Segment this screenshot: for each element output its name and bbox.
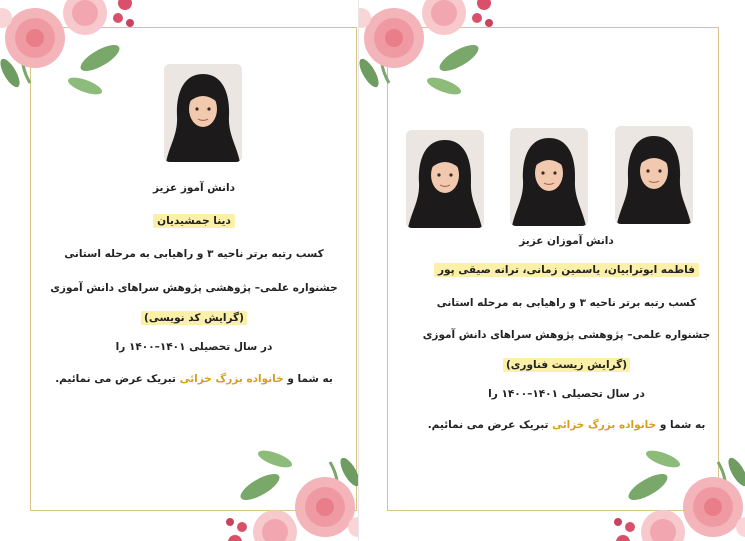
- congrats-line: [387, 419, 745, 431]
- festival-line: جشنواره علمی– پژوهشی پژوهش سراهای دانش آموزی: [422, 329, 711, 341]
- student-names-highlight: فاطمه ابوترابیان، یاسمین زمانی، ترانه صیقی پور: [434, 263, 699, 277]
- field-highlight: (گرایش کد نویسی): [141, 311, 247, 325]
- greeting: دانش آموز عزیز: [153, 182, 235, 194]
- student-names: [387, 264, 745, 276]
- field-highlight: (گرایش زیست فناوری): [503, 358, 630, 372]
- certificate-card-left: [0, 0, 358, 541]
- floral-corner-decoration-icon: [0, 0, 140, 108]
- floral-corner-decoration-icon: [608, 437, 745, 541]
- student-portrait: [164, 64, 242, 162]
- student-portrait: [406, 130, 484, 228]
- congrats-line: [30, 373, 358, 385]
- year-line: در سال تحصیلی ۱۴۰۱–۱۴۰۰ را: [488, 388, 645, 400]
- congrats-start: به شما و: [287, 373, 333, 385]
- field-line: [387, 359, 745, 371]
- congrats-end: تبریک عرض می نمائیم.: [427, 419, 549, 431]
- achievement-line: کسب رتبه برتر ناحیه ۳ و راهیابی به مرحله استانی: [64, 248, 324, 260]
- certificate-card-right: [358, 0, 745, 541]
- student-name-highlight: دینا جمشیدیان: [153, 214, 235, 228]
- festival-line: جشنواره علمی– پژوهشی پژوهش سراهای دانش آموزی: [50, 282, 338, 294]
- student-portrait: [615, 126, 693, 224]
- family-name: خانواده بزرگ خزائی: [552, 419, 657, 431]
- student-portrait: [510, 128, 588, 226]
- greeting: دانش آموزان عزیز: [519, 235, 614, 247]
- year-line: در سال تحصیلی ۱۴۰۱–۱۴۰۰ را: [115, 341, 273, 353]
- congrats-end: تبریک عرض می نمائیم.: [55, 373, 176, 385]
- floral-corner-decoration-icon: [358, 0, 499, 108]
- congrats-start: به شما و: [659, 419, 706, 431]
- achievement-line: کسب رتبه برتر ناحیه ۳ و راهیابی به مرحله استانی: [436, 297, 697, 309]
- field-line: [30, 312, 358, 324]
- floral-corner-decoration-icon: [220, 437, 358, 541]
- family-name: خانواده بزرگ خزائی: [179, 373, 284, 385]
- student-name: [30, 215, 358, 227]
